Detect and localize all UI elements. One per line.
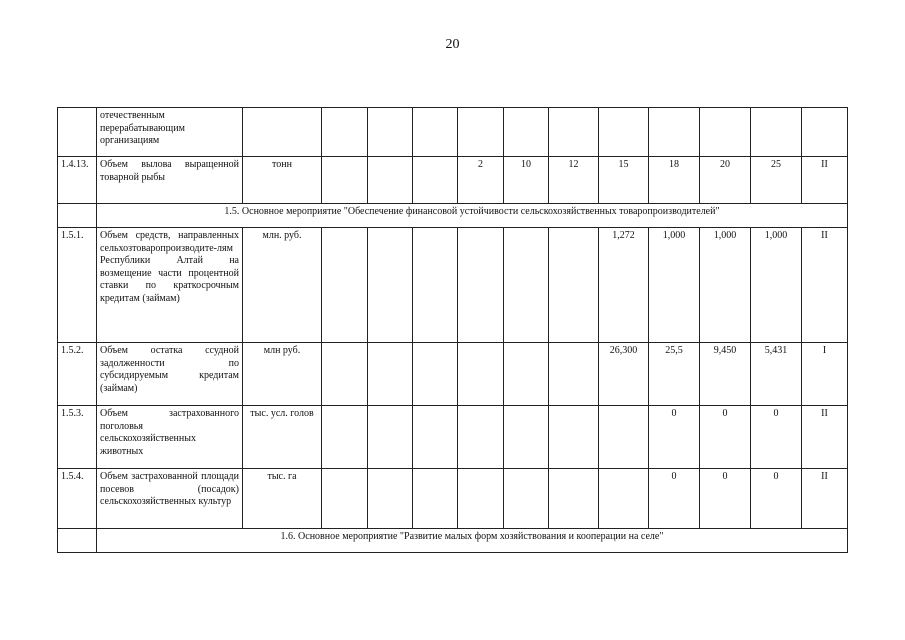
value-cell (599, 406, 649, 469)
value-cell: 0 (751, 406, 802, 469)
indicator-name: Объем остатка ссудной задолженности по субсидируемым кредитам (займам) (97, 343, 243, 406)
value-cell (549, 343, 599, 406)
unit-cell: тыс. усл. голов (243, 406, 322, 469)
value-cell (368, 469, 413, 529)
table-row (58, 469, 848, 529)
value-cell (700, 108, 751, 157)
value-cell: 25,5 (649, 343, 700, 406)
value-cell (368, 228, 413, 343)
table-row (58, 343, 848, 406)
value-cell: 26,300 (599, 343, 649, 406)
value-cell: 18 (649, 157, 700, 204)
table-row (58, 406, 848, 469)
value-cell (322, 108, 368, 157)
value-cell: 0 (649, 406, 700, 469)
value-cell (504, 228, 549, 343)
row-number: 1.5.2. (58, 343, 97, 406)
value-cell (322, 469, 368, 529)
value-cell: 2 (458, 157, 504, 204)
indicator-name: Объем вылова выращенной товарной рыбы (97, 157, 243, 204)
value-cell (649, 108, 700, 157)
value-cell: 0 (700, 469, 751, 529)
value-cell (368, 406, 413, 469)
section-number-cell (58, 204, 97, 228)
value-cell (549, 406, 599, 469)
page-number: 20 (445, 37, 460, 52)
value-cell (368, 108, 413, 157)
value-cell (458, 406, 504, 469)
value-cell (549, 108, 599, 157)
value-cell (599, 108, 649, 157)
value-cell (549, 469, 599, 529)
value-cell: 1,000 (700, 228, 751, 343)
unit-cell (243, 108, 322, 157)
value-cell (322, 406, 368, 469)
indicator-name: Объем средств, направленных сельхозтоваропроизводите-лям Республики Алтай на возмещение части процентной ставки по краткосрочным кредитам (займам) (97, 228, 243, 343)
value-cell: 1,000 (649, 228, 700, 343)
value-cell (368, 343, 413, 406)
section-row (58, 204, 848, 228)
unit-cell: тыс. га (243, 469, 322, 529)
section-title: 1.5. Основное мероприятие "Обеспечение финансовой устойчивости сельскохозяйственных товаропроизводителей" (97, 204, 848, 228)
value-cell: 10 (504, 157, 549, 204)
value-cell: I (802, 343, 848, 406)
section-number-cell (58, 529, 97, 553)
value-cell (322, 343, 368, 406)
value-cell (458, 343, 504, 406)
table-row (58, 108, 848, 157)
value-cell: 0 (751, 469, 802, 529)
row-number (58, 108, 97, 157)
value-cell: 12 (549, 157, 599, 204)
value-cell: 1,000 (751, 228, 802, 343)
unit-cell: тонн (243, 157, 322, 204)
indicator-name: Объем застрахованной площади посевов (посадок) сельскохозяйственных культур (97, 469, 243, 529)
value-cell (413, 469, 458, 529)
table-row (58, 228, 848, 343)
value-cell (458, 228, 504, 343)
row-number: 1.5.4. (58, 469, 97, 529)
value-cell: II (802, 406, 848, 469)
table-row (58, 157, 848, 204)
indicators-table (57, 107, 848, 553)
unit-cell: млн. руб. (243, 228, 322, 343)
value-cell: 5,431 (751, 343, 802, 406)
value-cell (413, 108, 458, 157)
value-cell: 1,272 (599, 228, 649, 343)
section-row (58, 529, 848, 553)
indicator-name: отечественным перерабатывающим организациям (97, 108, 243, 157)
value-cell (599, 469, 649, 529)
value-cell (458, 469, 504, 529)
value-cell (504, 108, 549, 157)
value-cell (751, 108, 802, 157)
row-number: 1.5.3. (58, 406, 97, 469)
value-cell: 9,450 (700, 343, 751, 406)
value-cell (458, 108, 504, 157)
value-cell (504, 343, 549, 406)
row-number: 1.5.1. (58, 228, 97, 343)
row-number: 1.4.13. (58, 157, 97, 204)
value-cell (802, 108, 848, 157)
value-cell: 0 (649, 469, 700, 529)
value-cell (549, 228, 599, 343)
value-cell (413, 406, 458, 469)
value-cell (322, 157, 368, 204)
value-cell (322, 228, 368, 343)
value-cell: 15 (599, 157, 649, 204)
value-cell (504, 469, 549, 529)
value-cell: 20 (700, 157, 751, 204)
value-cell (413, 157, 458, 204)
value-cell (504, 406, 549, 469)
section-title: 1.6. Основное мероприятие "Развитие малых форм хозяйствования и кооперации на селе" (97, 529, 848, 553)
indicator-name: Объем застрахованного поголовья сельскохозяйственных животных (97, 406, 243, 469)
value-cell: 25 (751, 157, 802, 204)
unit-cell: млн руб. (243, 343, 322, 406)
value-cell: II (802, 469, 848, 529)
value-cell (368, 157, 413, 204)
value-cell (413, 228, 458, 343)
value-cell: 0 (700, 406, 751, 469)
value-cell (413, 343, 458, 406)
value-cell: II (802, 157, 848, 204)
value-cell: II (802, 228, 848, 343)
